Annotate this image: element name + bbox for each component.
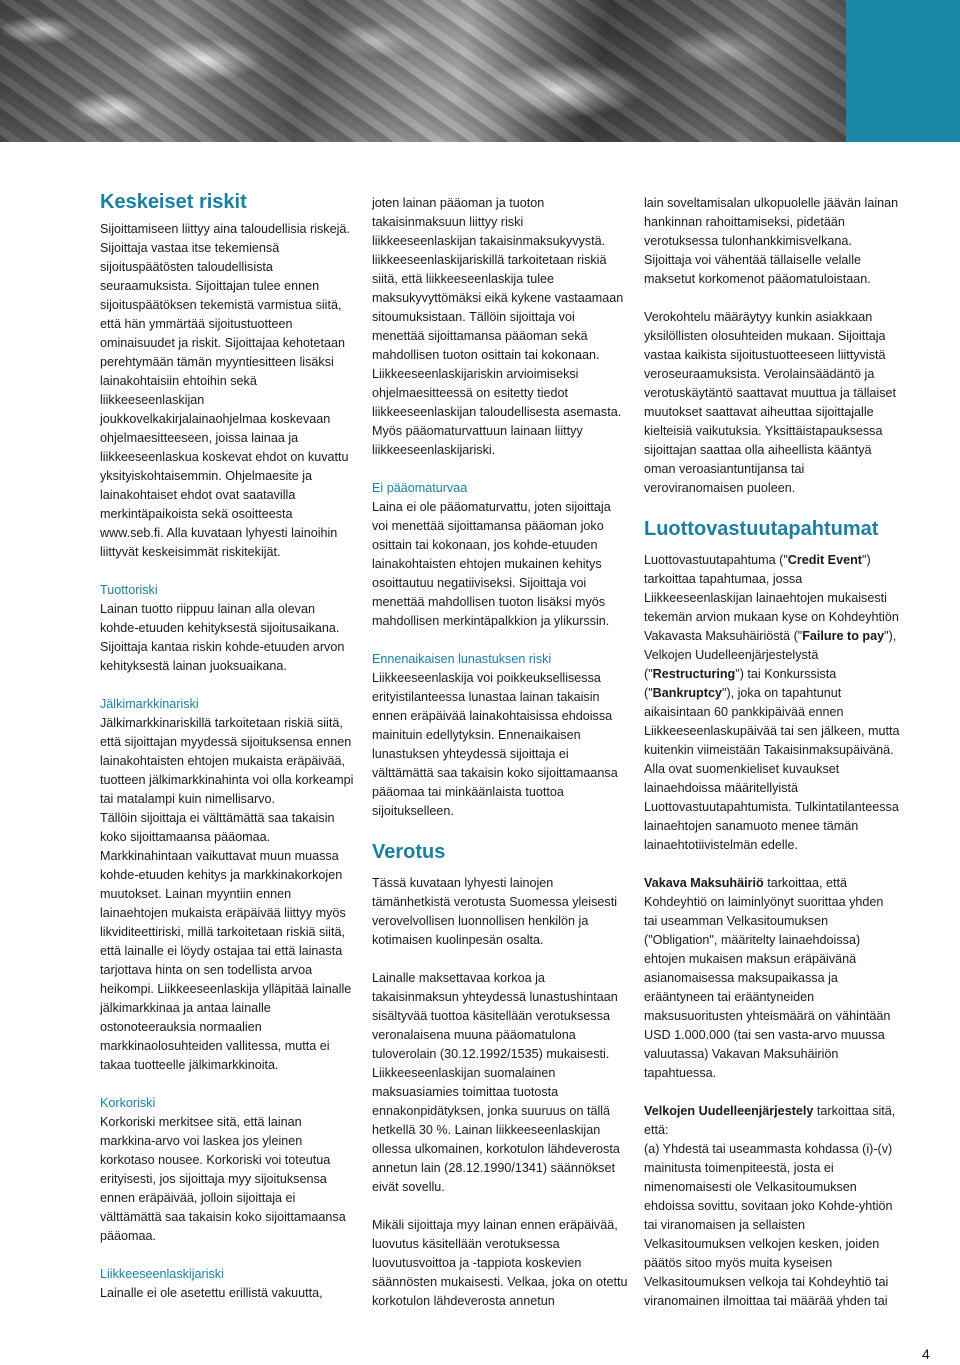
term-restructuring: Restructuring (652, 667, 736, 681)
heading-tuottoriski: Tuottoriski (100, 583, 158, 597)
paragraph-verotus-2: Lainalle maksettavaa korkoa ja takaisinmaksun yhteydessä lunastushintaan sisältyvää tuottoa käsitellään verotuksessa veronalaisena muuna pääomatulona tuloverolain (30.12.1992/1535) mukaisesti. Liikkeeseenlaskijan suomalainen maksuasiamies toimittaa tuotosta ennakonpidätyksen, jonka suuruus on tällä hetkellä 30 %. Lainan liikkeeseenlaskijan ollessa ulkomainen, korkotulon lähdeverosta annetun lain (28.12.1990/1341) säännökset eivät sovellu. (372, 971, 620, 1194)
page-number: 4 (922, 1346, 930, 1362)
heading-liikkeeseenlaskijariski: Liikkeeseenlaskijariski (100, 1267, 224, 1281)
column-right (644, 194, 900, 1311)
paragraph-credit-event-definition: Luottovastuutapahtuma ("Credit Event") tarkoittaa tapahtumaa, jossa Liikkeeseenlaskijan lainaehtojen mukaisesti tekemän arvion mukaan kyse on Kohdeyhtiön Vakavasta Maksuhäiriöstä ("Failure to pay"), Velkojen Uudelleenjärjestelystä ("Restructuring") tai Konkurssista ("Bankruptcy"), joka on tapahtunut aikaisintaan 60 pankkipäivää ennen Liikkeeseenlaskupäivää tai sen jälkeen, mutta kuitenkin viimeistään Takaisinmaksupäivänä. Alla ovat suomenkieliset kuvaukset lainaehdoissa määritellyistä Luottovastuutapahtumista. Tulkintatilanteessa lainaehtojen sanamuoto menee tämän lainaehtotiivistelmän edelle. (644, 553, 900, 852)
heading-ennenaikainen-lunastus: Ennenaikaisen lunastuksen riski (372, 652, 552, 666)
paragraph-vakava-maksuhairio: Vakava Maksuhäiriö tarkoittaa, että Kohdeyhtiö on laiminlyönyt suorittaa yhden tai useamman Velkasitoumuksen ("Obligation", määritelty lainaehdoissa) ehtojen mukaisen maksun eräpäivänä asianomaisessa maksupaikassa ja erääntyneen tai erääntyneiden maksusuoritusten yhteismäärä on vähintään USD 1.000.000 (tai sen vasta-arvo muussa valuutassa) Vakavan Maksuhäiriön tapahtuessa. (644, 876, 891, 1080)
paragraph-tax-cont-1: lain soveltamisalan ulkopuolelle jäävän lainan hankinnan rahoittamiseksi, pidetään verotuksessa tulonhankkimisvelkana. Sijoittaja voi vähentää tällaiselle velalle maksetut korkomenot pääomatuloistaan. (644, 196, 899, 286)
paragraph-issuer-risk-cont: joten lainan pääoman ja tuoton takaisinmaksuun liittyy riski liikkeeseenlaskijan takaisinmaksukyvystä. liikkeeseenlaskijariskillä tarkoitetaan riskiä siitä, että liikkeeseenlaskija tulee maksukyvyttömäksi eikä kykene vastaamaan sitoumuksistaan. Tällöin sijoittaja voi menettää sijoittamansa pääoman sekä mahdollisen tuoton osittain tai kokonaan. Liikkeeseenlaskijariskin arvioimiseksi ohjelmaesitteessä on esitetty tiedot liikkeeseenlaskijan taloudellisesta asemasta. Myös pääomaturvattuun lainaan liittyy liikkeeseenlaskijariski. (372, 196, 624, 457)
term-velkojen-uudelleenjarjestely: Velkojen Uudelleenjärjestely (644, 1104, 814, 1118)
section-title-credit-events: Luottovastuutapahtumat (644, 518, 879, 540)
column-middle (372, 194, 630, 1311)
term-credit-event: Credit Event (787, 553, 862, 567)
paragraph-jalkimarkkinariski-3: Markkinahintaan vaikuttavat muun muassa kohde-etuuden kehitys ja markkinakorkojen muutokset. Lainan myyntiin ennen lainaehtojen mukaista eräpäivää liittyy myös likviditeettiriski, millä tarkoitetaan riskiä siitä, että lainalle ei löydy ostajaa tai että lainasta tarjottava hinta on sen todellista arvoa heikompi. Liikkeeseenlaskija ylläpitää lainalle jälkimarkkinaa ja antaa lainalle ostonoteerauksia normaalien markkinaolosuhteiden vallitessa, mutta ei takaa tuotteelle jälkimarkkinoita. (100, 849, 352, 1072)
paragraph-liikkeeseenlaskijariski: Lainalle ei ole asetettu erillistä vakuutta, (100, 1286, 323, 1300)
paragraph-jalkimarkkinariski-2: Tällöin sijoittaja ei välttämättä saa takaisin koko sijoittamaansa pääomaa. (100, 811, 335, 844)
paragraph-ei-paaomaturvaa: Laina ei ole pääomaturvattu, joten sijoittaja voi menettää sijoittamansa pääoman joko osittain tai kokonaan, jos kohde-etuuden lainakohtaisten ehtojen mukainen kehitys osoittautuu negatiiviseksi. Sijoittaja voi menettää mahdollisen tuoton lisäksi myös mahdollisen merkintäpalkkion ja ylikurssin. (372, 500, 611, 628)
bolts-photo-texture (0, 0, 960, 142)
paragraph-verotus-1: Tässä kuvataan lyhyesti lainojen tämänhetkistä verotusta Suomessa yleisesti verovelvollisen luonnollisen henkilön ja kotimaisen kuolinpesän osalta. (372, 876, 617, 947)
heading-jalkimarkkinariski: Jälkimarkkinariski (100, 697, 199, 711)
paragraph-korkoriski: Korkoriski merkitsee sitä, että lainan markkina-arvo voi laskea jos yleinen korkotaso nousee. Korkoriski voi toteutua erityisesti, jos sijoittaja myy sijoituksensa ennen eräpäivää, jolloin sijoittaja ei välttämättä saa takaisin koko sijoittamaansa pääomaa. (100, 1115, 346, 1243)
term-failure-to-pay: Failure to pay (802, 629, 885, 643)
section-title-verotus: Verotus (372, 841, 446, 863)
paragraph-tax-cont-2: Verokohtelu määräytyy kunkin asiakkaan yksilöllisten olosuhteiden mukaan. Sijoittaja vastaa kaikista sijoitustuotteeseen liittyvistä veroseuraamuksista. Verolainsäädäntö ja verotuskäytäntö saattavat muuttua ja tällaiset muutokset saattavat aiheuttaa sijoittajalle kielteisiä vaikutuksia. Yksittäistapauksessa sijoittajan saattaa olla aiheellista kääntyä oman veroasiantuntijansa tai veroviranomaisen puoleen. (644, 310, 897, 495)
intro-paragraph: Sijoittamiseen liittyy aina taloudellisia riskejä. Sijoittaja vastaa itse tekemiensä sijoituspäätösten taloudellisista seuraamuksista. Sijoittajan tulee ennen sijoituspäätöksen tekemistä varmistua siitä, että hän ymmärtää sijoitustuotteen ominaisuudet ja riskit. Sijoittajaa kehotetaan perehtymään tämän myyntiesitteen lisäksi lainakohtaisiin ehtoihin sekä liikkeeseenlaskijan joukkovelkakirjalainaohjelmaa koskevaan ohjelmaesitteeseen, joissa lainaa ja liikkeeseenlaskua koskevat ehdot on kuvattu yksityiskohtaisemmin. Ohjelmaesite ja lainakohtaiset ehdot ovat saatavilla merkintäpaikoista sekä osoitteesta www.seb.fi. Alla kuvataan lyhyesti lainoihin liittyvät keskeisimmät riskitekijät. (100, 222, 350, 559)
term-bankruptcy: Bankruptcy (652, 686, 722, 700)
header-photo-banner (0, 0, 960, 142)
heading-korkoriski: Korkoriski (100, 1096, 156, 1110)
section-title-key-risks: Keskeiset riskit (100, 191, 247, 213)
column-left (100, 190, 356, 1303)
paragraph-verotus-3: Mikäli sijoittaja myy lainan ennen eräpäivää, luovutus käsitellään verotuksessa luovutusvoittoa ja -tappiota koskevien säännösten mukaisesti. Velkaa, joka on otettu korkotulon lähdeverosta annetun (372, 1218, 628, 1308)
paragraph-tuottoriski: Lainan tuotto riippuu lainan alla olevan kohde-etuuden kehityksestä sijoitusaikana. Sijoittaja kantaa riskin kohde-etuuden arvon kehityksestä lainan juoksuaikana. (100, 602, 345, 673)
paragraph-jalkimarkkinariski-1: Jälkimarkkinariskillä tarkoitetaan riskiä siitä, että sijoittajan myydessä sijoituksensa ennen lainakohtaisten ehtojen mukaista eräpäivää, tuotteen jälkimarkkinahinta voi olla korkeampi tai matalampi kuin nimellisarvo. (100, 716, 354, 806)
paragraph-ennenaikainen-lunastus: Liikkeeseenlaskija voi poikkeuksellisessa erityistilanteessa lunastaa lainan takaisin ennen eräpäivää lainakohtaisissa ehdoissa mainituin edellytyksin. Ennenaikaisen lunastuksen yhteydessä sijoittaja ei välttämättä saa takaisin koko sijoittamaansa pääomaa tai minkäänlaista tuottoa sijoitukselleen. (372, 671, 618, 818)
brand-accent-block (846, 0, 960, 142)
paragraph-velkojen-uudelleenjarjestely: Velkojen Uudelleenjärjestely tarkoittaa sitä, että: (644, 1104, 896, 1137)
paragraph-velkojen-uudelleenjarjestely-a: (a) Yhdestä tai useammasta kohdassa (i)-(v) mainitusta toimenpiteestä, josta ei nimenomaisesti ole Velkasitoumuksen ehdoissa sovittu, sovitaan joko Kohde-yhtiön tai viranomaisen ja sellaisten Velkasitoumuksen velkojen kesken, joiden päätös sitoo myös muita kyseisen Velkasitoumuksen velkoja tai Kohdeyhtiö tai viranomainen ilmoittaa tai määrää yhden tai (644, 1142, 893, 1308)
term-vakava-maksuhairio: Vakava Maksuhäiriö (644, 876, 764, 890)
heading-ei-paaomaturvaa: Ei pääomaturvaa (372, 481, 468, 495)
